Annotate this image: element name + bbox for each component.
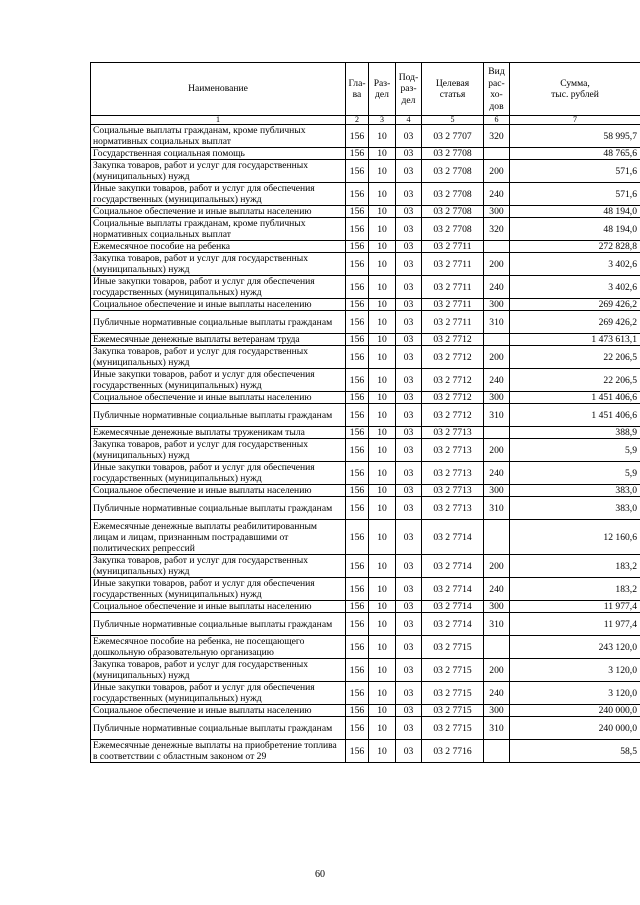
column-number-row: [91, 116, 640, 125]
row-podrazdel: 03: [396, 520, 422, 555]
row-podrazdel: 03: [396, 740, 422, 763]
row-summa: 240 000,0: [510, 717, 640, 740]
row-celevaya-statya: 03 2 7708: [422, 206, 484, 218]
row-glava: 156: [346, 578, 369, 601]
row-podrazdel: 03: [396, 241, 422, 253]
row-name: Ежемесячное пособие на ребенка, не посещающего дошкольную образовательную организацию: [91, 636, 346, 659]
row-celevaya-statya: 03 2 7713: [422, 485, 484, 497]
column-number: 6: [484, 116, 510, 125]
row-razdel: 10: [369, 218, 396, 241]
row-glava: 156: [346, 346, 369, 369]
table-row: [91, 369, 640, 392]
row-razdel: 10: [369, 636, 396, 659]
row-celevaya-statya: 03 2 7708: [422, 148, 484, 160]
row-glava: 156: [346, 601, 369, 613]
row-glava: 156: [346, 740, 369, 763]
row-name: Государственная социальная помощь: [91, 148, 346, 160]
row-glava: 156: [346, 682, 369, 705]
table-row: [91, 682, 640, 705]
row-celevaya-statya: 03 2 7708: [422, 160, 484, 183]
row-celevaya-statya: 03 2 7714: [422, 578, 484, 601]
table-row: [91, 740, 640, 763]
row-glava: 156: [346, 253, 369, 276]
row-vid-rashodov: 310: [484, 613, 510, 636]
header-glava: Гла- ва: [346, 63, 369, 116]
row-name: Иные закупки товаров, работ и услуг для обеспечения государственных (муниципальных) нужд: [91, 462, 346, 485]
row-razdel: 10: [369, 334, 396, 346]
row-razdel: 10: [369, 311, 396, 334]
row-name: Социальное обеспечение и иные выплаты населению: [91, 392, 346, 404]
header-celevaya-statya: Целевая статья: [422, 63, 484, 116]
row-name: Закупка товаров, работ и услуг для государственных (муниципальных) нужд: [91, 160, 346, 183]
table-row: [91, 404, 640, 427]
row-razdel: 10: [369, 717, 396, 740]
row-vid-rashodov: 200: [484, 346, 510, 369]
row-razdel: 10: [369, 578, 396, 601]
row-razdel: 10: [369, 682, 396, 705]
row-razdel: 10: [369, 659, 396, 682]
row-podrazdel: 03: [396, 299, 422, 311]
row-name: Закупка товаров, работ и услуг для государственных (муниципальных) нужд: [91, 659, 346, 682]
row-razdel: 10: [369, 125, 396, 148]
table-body: [91, 125, 640, 763]
row-vid-rashodov: [484, 427, 510, 439]
row-podrazdel: 03: [396, 276, 422, 299]
row-summa: 383,0: [510, 485, 640, 497]
row-name: Закупка товаров, работ и услуг для государственных (муниципальных) нужд: [91, 346, 346, 369]
row-razdel: 10: [369, 520, 396, 555]
row-name: Ежемесячные денежные выплаты труженикам тыла: [91, 427, 346, 439]
row-summa: 11 977,4: [510, 613, 640, 636]
row-glava: 156: [346, 125, 369, 148]
row-summa: 1 451 406,6: [510, 404, 640, 427]
row-glava: 156: [346, 717, 369, 740]
row-celevaya-statya: 03 2 7715: [422, 682, 484, 705]
row-summa: 3 120,0: [510, 659, 640, 682]
row-name: Публичные нормативные социальные выплаты гражданам: [91, 497, 346, 520]
row-celevaya-statya: 03 2 7711: [422, 276, 484, 299]
row-name: Иные закупки товаров, работ и услуг для обеспечения государственных (муниципальных) нужд: [91, 578, 346, 601]
row-glava: 156: [346, 369, 369, 392]
row-name: Ежемесячные денежные выплаты ветеранам труда: [91, 334, 346, 346]
row-podrazdel: 03: [396, 462, 422, 485]
row-glava: 156: [346, 160, 369, 183]
table-row: [91, 334, 640, 346]
row-name: Социальное обеспечение и иные выплаты населению: [91, 485, 346, 497]
row-podrazdel: 03: [396, 183, 422, 206]
row-glava: 156: [346, 334, 369, 346]
table-row: [91, 125, 640, 148]
row-celevaya-statya: 03 2 7713: [422, 427, 484, 439]
row-celevaya-statya: 03 2 7713: [422, 497, 484, 520]
row-glava: 156: [346, 206, 369, 218]
row-podrazdel: 03: [396, 369, 422, 392]
row-razdel: 10: [369, 299, 396, 311]
row-summa: 5,9: [510, 439, 640, 462]
row-glava: 156: [346, 148, 369, 160]
row-vid-rashodov: 310: [484, 717, 510, 740]
row-glava: 156: [346, 241, 369, 253]
row-name: Закупка товаров, работ и услуг для государственных (муниципальных) нужд: [91, 439, 346, 462]
table-row: [91, 346, 640, 369]
row-podrazdel: 03: [396, 125, 422, 148]
row-summa: 1 451 406,6: [510, 392, 640, 404]
row-celevaya-statya: 03 2 7715: [422, 705, 484, 717]
row-summa: 388,9: [510, 427, 640, 439]
row-podrazdel: 03: [396, 601, 422, 613]
row-podrazdel: 03: [396, 682, 422, 705]
row-razdel: 10: [369, 183, 396, 206]
row-glava: 156: [346, 276, 369, 299]
table-row: [91, 659, 640, 682]
row-vid-rashodov: 200: [484, 659, 510, 682]
row-name: Ежемесячные денежные выплаты реабилитированным лицам и лицам, признанным пострадавшими от политических репрессий: [91, 520, 346, 555]
row-podrazdel: 03: [396, 218, 422, 241]
row-podrazdel: 03: [396, 717, 422, 740]
row-vid-rashodov: 200: [484, 439, 510, 462]
row-celevaya-statya: 03 2 7711: [422, 241, 484, 253]
column-number: 1: [91, 116, 346, 125]
row-vid-rashodov: [484, 520, 510, 555]
row-name: Иные закупки товаров, работ и услуг для обеспечения государственных (муниципальных) нужд: [91, 369, 346, 392]
row-vid-rashodov: [484, 334, 510, 346]
row-summa: 11 977,4: [510, 601, 640, 613]
row-summa: 12 160,6: [510, 520, 640, 555]
table-row: [91, 427, 640, 439]
column-number: 2: [346, 116, 369, 125]
row-summa: 48 194,0: [510, 206, 640, 218]
row-name: Ежемесячные денежные выплаты на приобретение топлива в соответствии с областным законом от 29: [91, 740, 346, 763]
row-celevaya-statya: 03 2 7712: [422, 392, 484, 404]
row-name: Иные закупки товаров, работ и услуг для обеспечения государственных (муниципальных) нужд: [91, 682, 346, 705]
row-vid-rashodov: [484, 636, 510, 659]
page-number: 60: [315, 869, 325, 880]
document-page: [90, 62, 640, 763]
row-celevaya-statya: 03 2 7711: [422, 311, 484, 334]
row-glava: 156: [346, 183, 369, 206]
row-vid-rashodov: 320: [484, 218, 510, 241]
row-name: Социальное обеспечение и иные выплаты населению: [91, 705, 346, 717]
row-vid-rashodov: 310: [484, 311, 510, 334]
row-podrazdel: 03: [396, 578, 422, 601]
row-razdel: 10: [369, 206, 396, 218]
row-podrazdel: 03: [396, 485, 422, 497]
row-celevaya-statya: 03 2 7713: [422, 439, 484, 462]
row-podrazdel: 03: [396, 555, 422, 578]
row-razdel: 10: [369, 369, 396, 392]
row-razdel: 10: [369, 148, 396, 160]
row-vid-rashodov: [484, 241, 510, 253]
row-summa: 571,6: [510, 183, 640, 206]
row-glava: 156: [346, 636, 369, 659]
row-razdel: 10: [369, 439, 396, 462]
column-number: 7: [510, 116, 640, 125]
row-vid-rashodov: 240: [484, 462, 510, 485]
row-vid-rashodov: 310: [484, 404, 510, 427]
row-summa: 48 765,6: [510, 148, 640, 160]
row-summa: 183,2: [510, 555, 640, 578]
row-vid-rashodov: 320: [484, 125, 510, 148]
table-row: [91, 717, 640, 740]
table-row: [91, 439, 640, 462]
row-podrazdel: 03: [396, 253, 422, 276]
row-summa: 243 120,0: [510, 636, 640, 659]
row-summa: 58,5: [510, 740, 640, 763]
row-podrazdel: 03: [396, 311, 422, 334]
table-row: [91, 520, 640, 555]
row-celevaya-statya: 03 2 7714: [422, 520, 484, 555]
row-name: Социальное обеспечение и иные выплаты населению: [91, 206, 346, 218]
column-number: 3: [369, 116, 396, 125]
row-vid-rashodov: 240: [484, 276, 510, 299]
row-vid-rashodov: 200: [484, 253, 510, 276]
row-razdel: 10: [369, 555, 396, 578]
row-vid-rashodov: 200: [484, 555, 510, 578]
row-vid-rashodov: 300: [484, 601, 510, 613]
table-row: [91, 276, 640, 299]
row-celevaya-statya: 03 2 7708: [422, 218, 484, 241]
header-row: [91, 63, 640, 116]
row-celevaya-statya: 03 2 7715: [422, 659, 484, 682]
row-celevaya-statya: 03 2 7714: [422, 601, 484, 613]
row-vid-rashodov: 300: [484, 206, 510, 218]
table-row: [91, 218, 640, 241]
row-glava: 156: [346, 427, 369, 439]
row-glava: 156: [346, 311, 369, 334]
row-celevaya-statya: 03 2 7707: [422, 125, 484, 148]
table-row: [91, 555, 640, 578]
table-row: [91, 183, 640, 206]
row-vid-rashodov: [484, 148, 510, 160]
row-razdel: 10: [369, 427, 396, 439]
row-celevaya-statya: 03 2 7711: [422, 299, 484, 311]
row-podrazdel: 03: [396, 636, 422, 659]
header-summa: Сумма, тыс. рублей: [510, 63, 640, 116]
row-razdel: 10: [369, 392, 396, 404]
row-podrazdel: 03: [396, 206, 422, 218]
column-number: 5: [422, 116, 484, 125]
row-podrazdel: 03: [396, 705, 422, 717]
row-name: Ежемесячное пособие на ребенка: [91, 241, 346, 253]
row-podrazdel: 03: [396, 148, 422, 160]
row-summa: 58 995,7: [510, 125, 640, 148]
row-podrazdel: 03: [396, 659, 422, 682]
table-row: [91, 705, 640, 717]
row-name: Закупка товаров, работ и услуг для государственных (муниципальных) нужд: [91, 253, 346, 276]
row-celevaya-statya: 03 2 7711: [422, 253, 484, 276]
row-vid-rashodov: 300: [484, 705, 510, 717]
row-glava: 156: [346, 555, 369, 578]
row-vid-rashodov: 300: [484, 299, 510, 311]
header-name: Наименование: [91, 63, 346, 116]
row-summa: 1 473 613,1: [510, 334, 640, 346]
row-podrazdel: 03: [396, 160, 422, 183]
row-razdel: 10: [369, 160, 396, 183]
row-podrazdel: 03: [396, 404, 422, 427]
row-summa: 240 000,0: [510, 705, 640, 717]
row-summa: 22 206,5: [510, 346, 640, 369]
row-razdel: 10: [369, 601, 396, 613]
row-celevaya-statya: 03 2 7714: [422, 555, 484, 578]
table-row: [91, 206, 640, 218]
row-summa: 269 426,2: [510, 299, 640, 311]
header-razdel: Раз- дел: [369, 63, 396, 116]
row-podrazdel: 03: [396, 392, 422, 404]
row-vid-rashodov: 310: [484, 497, 510, 520]
row-name: Публичные нормативные социальные выплаты гражданам: [91, 404, 346, 427]
row-glava: 156: [346, 299, 369, 311]
row-vid-rashodov: [484, 740, 510, 763]
row-celevaya-statya: 03 2 7715: [422, 636, 484, 659]
table-row: [91, 485, 640, 497]
row-glava: 156: [346, 520, 369, 555]
row-razdel: 10: [369, 705, 396, 717]
row-summa: 183,2: [510, 578, 640, 601]
table-row: [91, 311, 640, 334]
row-razdel: 10: [369, 404, 396, 427]
row-name: Закупка товаров, работ и услуг для государственных (муниципальных) нужд: [91, 555, 346, 578]
row-glava: 156: [346, 485, 369, 497]
row-summa: 3 120,0: [510, 682, 640, 705]
table-row: [91, 578, 640, 601]
row-celevaya-statya: 03 2 7708: [422, 183, 484, 206]
row-glava: 156: [346, 497, 369, 520]
row-name: Социальное обеспечение и иные выплаты населению: [91, 299, 346, 311]
column-number: 4: [396, 116, 422, 125]
row-name: Иные закупки товаров, работ и услуг для обеспечения государственных (муниципальных) нужд: [91, 183, 346, 206]
row-podrazdel: 03: [396, 427, 422, 439]
row-summa: 22 206,5: [510, 369, 640, 392]
row-celevaya-statya: 03 2 7712: [422, 334, 484, 346]
row-celevaya-statya: 03 2 7714: [422, 613, 484, 636]
row-glava: 156: [346, 462, 369, 485]
table-row: [91, 241, 640, 253]
table-row: [91, 613, 640, 636]
row-vid-rashodov: 240: [484, 183, 510, 206]
row-razdel: 10: [369, 485, 396, 497]
header-podrazdel: Под- раз- дел: [396, 63, 422, 116]
row-podrazdel: 03: [396, 346, 422, 369]
row-razdel: 10: [369, 462, 396, 485]
row-podrazdel: 03: [396, 497, 422, 520]
table-row: [91, 392, 640, 404]
row-glava: 156: [346, 439, 369, 462]
table-row: [91, 253, 640, 276]
row-razdel: 10: [369, 241, 396, 253]
row-vid-rashodov: 200: [484, 160, 510, 183]
row-glava: 156: [346, 218, 369, 241]
header-vid-rashodov: Вид рас- хо- дов: [484, 63, 510, 116]
row-razdel: 10: [369, 497, 396, 520]
row-podrazdel: 03: [396, 439, 422, 462]
row-celevaya-statya: 03 2 7712: [422, 346, 484, 369]
row-celevaya-statya: 03 2 7715: [422, 717, 484, 740]
row-vid-rashodov: 300: [484, 485, 510, 497]
row-glava: 156: [346, 404, 369, 427]
row-vid-rashodov: 240: [484, 578, 510, 601]
row-name: Социальные выплаты гражданам, кроме публичных нормативных социальных выплат: [91, 125, 346, 148]
row-name: Публичные нормативные социальные выплаты гражданам: [91, 613, 346, 636]
row-glava: 156: [346, 659, 369, 682]
row-podrazdel: 03: [396, 613, 422, 636]
table-row: [91, 601, 640, 613]
row-glava: 156: [346, 392, 369, 404]
row-name: Социальные выплаты гражданам, кроме публичных нормативных социальных выплат: [91, 218, 346, 241]
row-celevaya-statya: 03 2 7713: [422, 462, 484, 485]
row-vid-rashodov: 240: [484, 682, 510, 705]
row-glava: 156: [346, 613, 369, 636]
row-summa: 3 402,6: [510, 253, 640, 276]
row-razdel: 10: [369, 740, 396, 763]
row-razdel: 10: [369, 613, 396, 636]
row-summa: 269 426,2: [510, 311, 640, 334]
table-row: [91, 462, 640, 485]
row-celevaya-statya: 03 2 7716: [422, 740, 484, 763]
row-vid-rashodov: 240: [484, 369, 510, 392]
row-summa: 48 194,0: [510, 218, 640, 241]
table-row: [91, 148, 640, 160]
row-podrazdel: 03: [396, 334, 422, 346]
row-summa: 3 402,6: [510, 276, 640, 299]
table-row: [91, 636, 640, 659]
row-glava: 156: [346, 705, 369, 717]
row-celevaya-statya: 03 2 7712: [422, 369, 484, 392]
row-razdel: 10: [369, 346, 396, 369]
row-vid-rashodov: 300: [484, 392, 510, 404]
table-row: [91, 160, 640, 183]
row-razdel: 10: [369, 253, 396, 276]
row-summa: 571,6: [510, 160, 640, 183]
table-row: [91, 299, 640, 311]
row-name: Публичные нормативные социальные выплаты гражданам: [91, 717, 346, 740]
row-summa: 383,0: [510, 497, 640, 520]
row-summa: 5,9: [510, 462, 640, 485]
table-row: [91, 497, 640, 520]
row-celevaya-statya: 03 2 7712: [422, 404, 484, 427]
row-razdel: 10: [369, 276, 396, 299]
row-name: Иные закупки товаров, работ и услуг для обеспечения государственных (муниципальных) нужд: [91, 276, 346, 299]
row-name: Публичные нормативные социальные выплаты гражданам: [91, 311, 346, 334]
row-name: Социальное обеспечение и иные выплаты населению: [91, 601, 346, 613]
row-summa: 272 828,8: [510, 241, 640, 253]
budget-table: [90, 62, 640, 763]
